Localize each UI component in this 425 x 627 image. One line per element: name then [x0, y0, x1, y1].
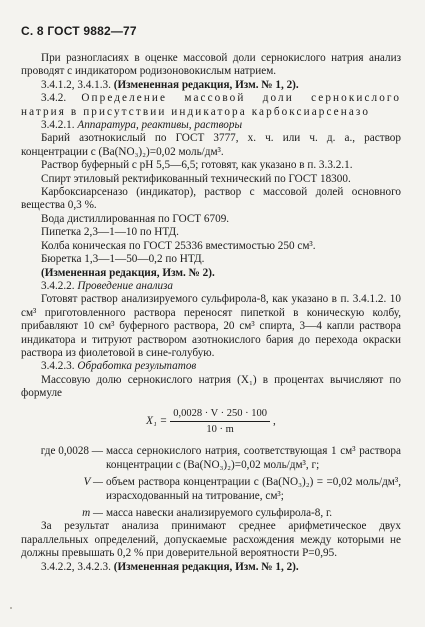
paragraph: Пипетка 2,3—1—10 по НТД.	[41, 226, 179, 239]
paragraph: Бюретка 1,3—1—50—0,2 по НТД.	[41, 253, 205, 266]
amendment-note	[21, 561, 401, 574]
document-body	[21, 52, 401, 574]
variable-symbol: где 0,0028 —	[40, 445, 103, 458]
variable-symbol: V —	[83, 476, 103, 489]
paragraph: Раствор буферный с pH 5,5—6,5; готовят, как указано в п. 3.3.2.1.	[41, 159, 353, 172]
formula-lhs: X₁ =	[146, 414, 168, 427]
formula-tail: ,	[273, 414, 276, 427]
paragraph: Готовят раствор анализируемого сульфирола-8, как указано в п. 3.4.1.2. 10 см³ приготовленного раствора переносят пипеткой в коническую колбу, прибавляют 10 см³ буферного раствора, 20 см³ спирта, 3—4 капли раствора индикатора и титруют раствором азотнокислого бария до перехода окраски раствора из фиолетовой в сине-голубую.	[21, 293, 401, 359]
subsection-number: 3.4.2.3.	[41, 360, 75, 373]
amendment-note	[21, 79, 401, 92]
subsection-title: Обработка результатов	[77, 360, 197, 373]
variable-symbol: m —	[82, 507, 103, 519]
formula-fraction	[170, 407, 270, 437]
amendment-text: (Измененная редакция, Изм. № 1, 2).	[113, 560, 299, 573]
subsection-heading	[21, 119, 401, 132]
scan-speck	[10, 607, 12, 609]
variable-definition	[21, 476, 401, 503]
variable-text: масса навески анализируемого сульфирола-8, г.	[106, 507, 333, 519]
section-number: 3.4.2.	[41, 92, 67, 105]
subsection-title: Проведение анализа	[77, 279, 174, 292]
amendment-text: (Измененная редакция, Изм. № 1, 2).	[113, 78, 299, 91]
subsection-heading	[21, 280, 401, 293]
clause-ref: 3.4.2.2, 3.4.2.3.	[41, 560, 111, 573]
paragraph: Массовую долю сернокислого натрия (X₁) в процентах вычисляют по формуле	[21, 373, 401, 400]
subsection-number: 3.4.2.2.	[41, 279, 75, 292]
variable-definition	[21, 507, 401, 520]
section-title: Определение массовой доли сернокислого натрия в присутствии индикатора карбоксиарсеназо	[21, 92, 402, 118]
paragraph: Карбоксиарсеназо (индикатор), раствор с массовой долей основного вещества 0,3 %.	[21, 186, 401, 212]
amendment-note: (Измененная редакция, Изм. № 2).	[41, 266, 215, 279]
formula-denominator: 10 · m	[206, 423, 234, 435]
subsection-heading	[21, 360, 401, 373]
variable-definition	[21, 445, 401, 472]
section-heading	[21, 92, 401, 119]
subsection-number: 3.4.2.1.	[41, 119, 75, 132]
paragraph: При разногласиях в оценке массовой доли сернокислого натрия анализ проводят с индикатором родизоновокислым натрием.	[21, 52, 401, 78]
variable-text: масса сернокислого натрия, соответствующая 1 см³ раствора концентрации c (Ba(NO₃)₂)=0,02 моль/дм³, г;	[106, 445, 401, 471]
subsection-title: Аппаратура, реактивы, растворы	[77, 119, 243, 132]
paragraph: Вода дистиллированная по ГОСТ 6709.	[41, 212, 230, 225]
page-header: С. 8 ГОСТ 9882—77	[21, 24, 137, 38]
paragraph: За результат анализа принимают среднее арифметическое двух параллельных определений, допускаемые расхождения между которыми не должны превышать 0,2 % при доверительной вероятности P=0,95.	[21, 520, 401, 560]
formula-numerator: 0,0028 · V · 250 · 100	[170, 407, 270, 422]
paragraph: Барий азотнокислый по ГОСТ 3777, х. ч. или ч. д. а., раствор концентрации с (Ba(NO₃)₂)=0,02 моль/дм³.	[21, 132, 401, 158]
clause-ref: 3.4.1.2, 3.4.1.3.	[41, 78, 111, 91]
variable-text: объем раствора концентрации c (Ba(NO₃)₂) = =0,02 моль/дм³, израсходованный на титрование, см³;	[106, 476, 401, 502]
paragraph: Спирт этиловый ректификованный технический по ГОСТ 18300.	[41, 172, 351, 185]
paragraph: Колба коническая по ГОСТ 25336 вместимостью 250 см³.	[41, 239, 316, 252]
formula	[21, 407, 401, 437]
